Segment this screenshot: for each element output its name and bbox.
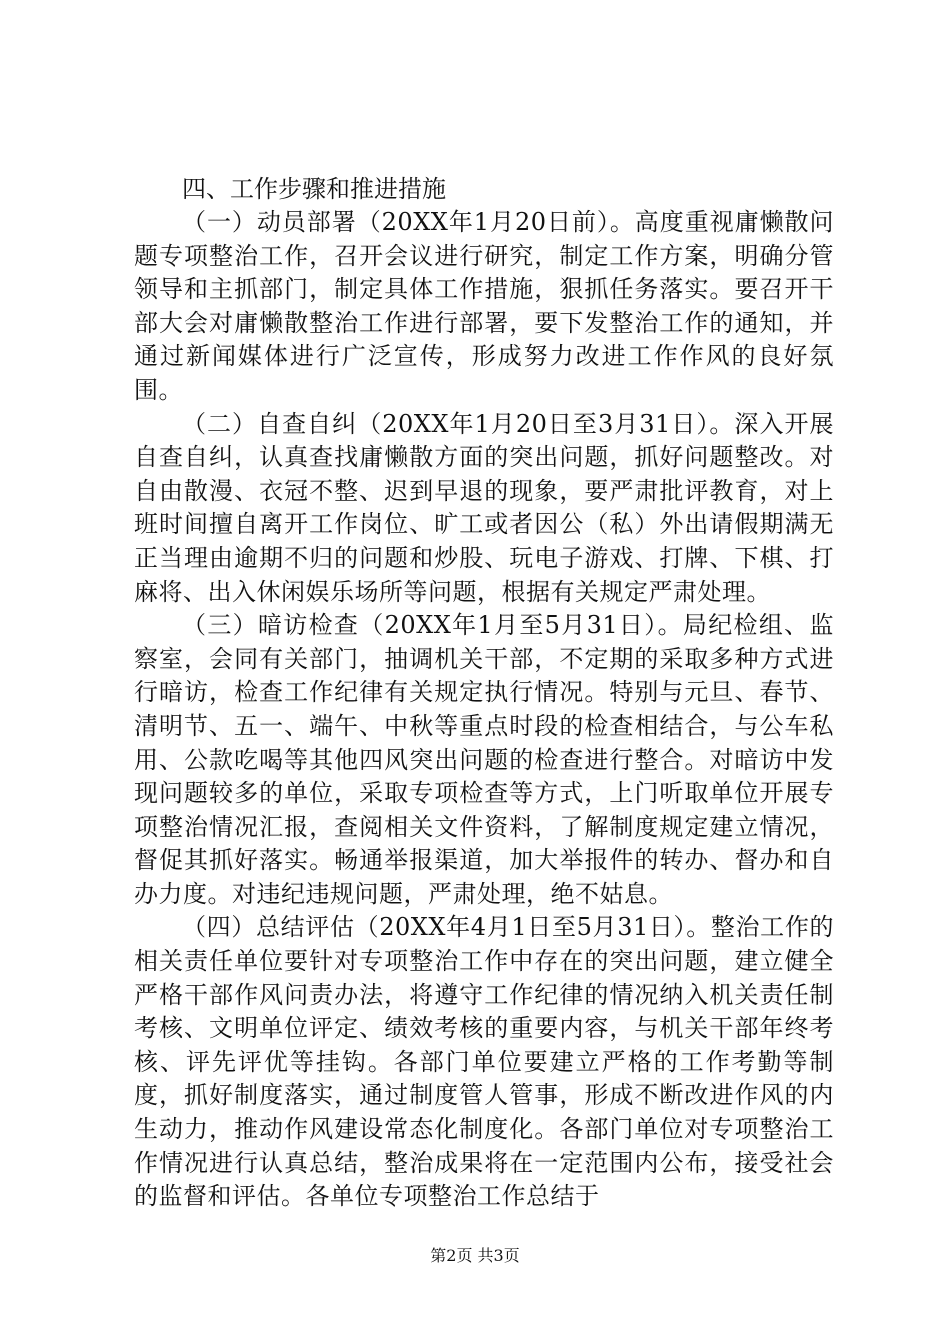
paragraph-self-inspection: （二）自查自纠（20XX年1月20日至3月31日）。深入开展自查自纠，认真查找庸懒散方面的突出问题，抓好问题整改。对自由散漫、衣冠不整、迟到早退的现象，要严肃批评教育，对上班时间擅自离开工作岗位、旷工或者因公（私）外出请假期满无正当理由逾期不归的问题和炒股、玩电子游戏、打牌、下棋、打麻将、出入休闲娱乐场所等问题，根据有关规定严肃处理。: [134, 409, 834, 606]
paragraph-unannounced-inspection: （三）暗访检查（20XX年1月至5月31日）。局纪检组、监察室，会同有关部门，抽调机关干部，不定期的采取多种方式进行暗访，检查工作纪律有关规定执行情况。特别与元旦、春节、清明节、五一、端午、中秋等重点时段的检查相结合，与公车私用、公款吃喝等其他四风突出问题的检查进行整合。对暗访中发现问题较多的单位，采取专项检查等方式，上门听取单位开展专项整治情况汇报，查阅相关文件资料，了解制度规定建立情况，督促其抓好落实。畅通举报渠道，加大举报件的转办、督办和自办力度。对违纪违规问题，严肃处理，绝不姑息。: [134, 611, 834, 908]
paragraph-mobilization: （一）动员部署（20XX年1月20日前）。高度重视庸懒散问题专项整治工作，召开会议进行研究，制定工作方案，明确分管领导和主抓部门，制定具体工作措施，狠抓任务落实。要召开干部大会对庸懒散整治工作进行部署，要下发整治工作的通知，并通过新闻媒体进行广泛宣传，形成努力改进工作作风的良好氛围。: [134, 208, 834, 404]
page-footer: 第2页 共3页: [430, 1246, 520, 1265]
section-heading: 四、工作步骤和推进措施: [182, 175, 446, 203]
document-body: [134, 172, 834, 1214]
paragraph-summary-evaluation: （四）总结评估（20XX年4月1日至5月31日）。整治工作的相关责任单位要针对专项整治工作中存在的突出问题，建立健全严格干部作风问责办法，将遵守工作纪律的情况纳入机关责任制考核、文明单位评定、绩效考核的重要内容，与机关干部年终考核、评先评优等挂钩。各部门单位要建立严格的工作考勤等制度，抓好制度落实，通过制度管人管事，形成不断改进作风的内生动力，推动作风建设常态化制度化。各部门单位对专项整治工作情况进行认真总结，整治成果将在一定范围内公布，接受社会的监督和评估。各单位专项整治工作总结于: [134, 913, 834, 1211]
